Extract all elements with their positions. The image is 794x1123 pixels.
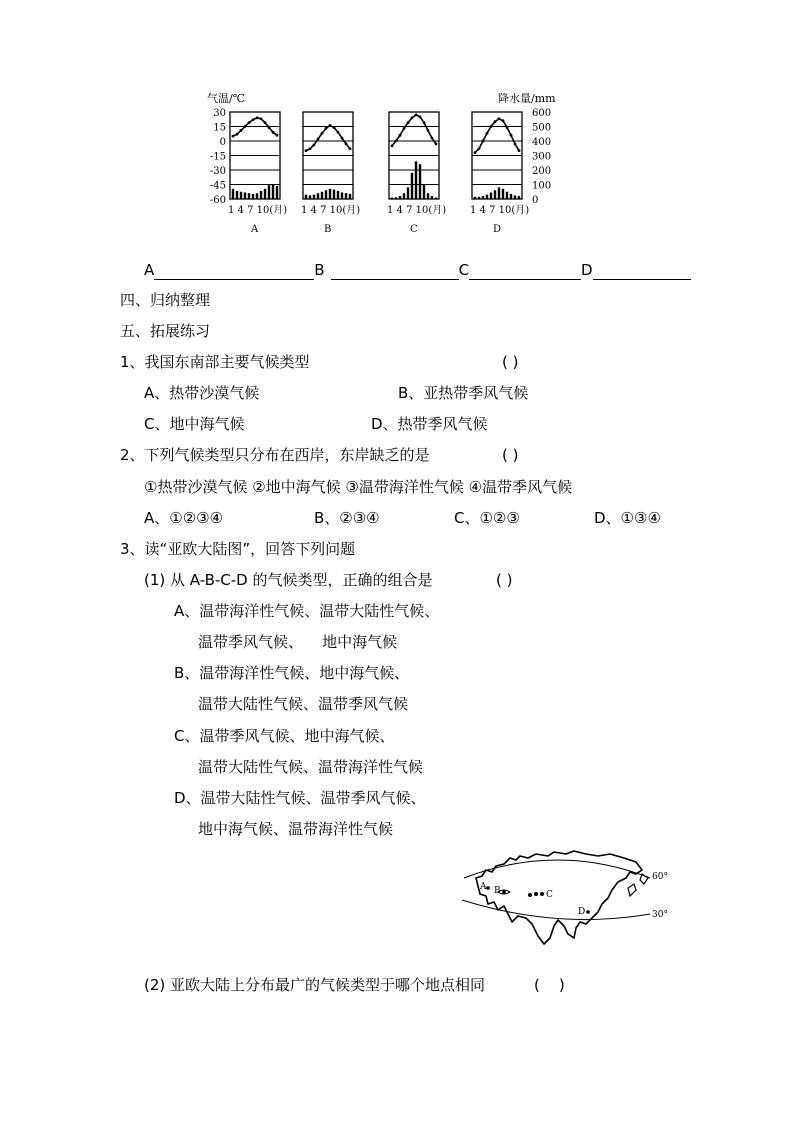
temp-tick-label: -30 [209, 166, 226, 177]
q3-option-d-line2: 地中海气候、温带海洋性气候 [198, 820, 394, 838]
point-a-dot [486, 886, 490, 890]
precip-bar [268, 185, 270, 199]
eurasia-map [458, 848, 678, 960]
temp-tick-label: -60 [209, 195, 226, 206]
precip-bar [498, 187, 500, 199]
temperature-point [333, 126, 336, 129]
map-label-a: A [480, 882, 487, 892]
chart-letter-label: A [251, 224, 259, 235]
point-b-dot [502, 890, 506, 894]
precip-bar [510, 194, 512, 199]
temperature-point [341, 137, 344, 140]
precip-bar [427, 193, 429, 199]
answer-label-d: D [581, 261, 593, 279]
precip-bar [431, 196, 433, 199]
temperature-point [399, 134, 402, 137]
answer-label-b: B [314, 261, 325, 279]
precip-bar [321, 192, 323, 199]
precip-bar [395, 197, 397, 199]
temperature-point [337, 131, 340, 134]
precip-axis-ticks [532, 108, 551, 206]
precip-bar [399, 196, 401, 199]
temperature-point [431, 137, 434, 140]
temperature-point [502, 119, 505, 122]
q1-option-a[interactable]: A、热带沙漠气候 [144, 384, 260, 402]
temperature-point [268, 126, 271, 129]
temperature-line [475, 119, 519, 153]
q3-option-b-line2: 温带大陆性气候、温带季风气候 [198, 695, 409, 713]
temperature-point [260, 117, 263, 120]
q3-sub1: (1) 从 A-B-C-D 的气候类型，正确的组合是 [144, 571, 433, 589]
temperature-point [329, 124, 332, 127]
precip-bar [244, 192, 246, 199]
japan-islands [628, 884, 636, 896]
precip-tick-label: 200 [532, 166, 552, 177]
temperature-point [482, 140, 485, 143]
latitude-60-line [464, 860, 650, 878]
precip-bar [248, 193, 250, 199]
q3-sub1-answer-paren[interactable]: ( ) [496, 571, 513, 589]
temperature-point [478, 147, 481, 150]
temp-axis-ticks [210, 108, 226, 206]
climate-chart-d [470, 112, 529, 235]
temperature-point [345, 143, 348, 146]
temperature-point [415, 114, 418, 117]
temperature-point [419, 115, 422, 118]
answer-blank-c[interactable] [469, 263, 581, 280]
temperature-point [305, 149, 308, 152]
precip-bar [240, 192, 242, 199]
chart-letter-label: B [324, 224, 332, 235]
temperature-point [514, 143, 517, 146]
temp-tick-label: 30 [213, 108, 226, 119]
temperature-point [510, 134, 513, 137]
temperature-point [325, 127, 328, 130]
chart-letter-label: D [493, 224, 502, 235]
q1-option-d[interactable]: D、热带季风气候 [371, 415, 488, 433]
continent-outline [476, 851, 642, 944]
temperature-point [407, 121, 410, 124]
chart-letter-label: C [410, 224, 418, 235]
temp-tick-label: -15 [209, 151, 226, 163]
q2-answer-paren[interactable]: ( ) [502, 446, 519, 464]
precip-bar [474, 197, 476, 199]
answer-blank-a[interactable] [154, 263, 314, 280]
temperature-point [276, 134, 279, 137]
precip-bar [264, 189, 266, 199]
precip-tick-label: 600 [532, 108, 552, 119]
precip-bar [252, 194, 254, 199]
q3-option-c-line2: 温带大陆性气候、温带海洋性气候 [198, 758, 424, 776]
q2-option-b[interactable]: B、②③④ [314, 509, 380, 527]
q1-stem: 1、我国东南部主要气候类型 [120, 353, 310, 371]
precip-bar [391, 198, 393, 199]
temperature-point [395, 140, 398, 143]
temperature-point [486, 132, 489, 135]
precip-bar [411, 173, 413, 199]
precip-bar [305, 195, 307, 199]
q3-stem: 3、读“亚欧大陆图”，回答下列问题 [120, 540, 356, 558]
point-c-dot-1 [528, 893, 532, 897]
precip-bar [435, 198, 437, 199]
q1-option-b[interactable]: B、亚热带季风气候 [398, 384, 529, 402]
precip-tick-label: 100 [532, 180, 552, 192]
latitude-30-label: 30° [652, 910, 668, 920]
q2-option-a[interactable]: A、①②③④ [144, 509, 224, 527]
precip-bar [403, 193, 405, 199]
precip-bar [256, 193, 258, 199]
point-c-dot-3 [540, 892, 544, 896]
answer-label-c: C [458, 261, 470, 279]
chart-panels [228, 112, 529, 235]
precip-bar [490, 192, 492, 199]
temperature-point [490, 125, 493, 128]
precip-bar [514, 195, 516, 199]
q1-answer-paren[interactable]: ( ) [502, 353, 519, 371]
precip-bar [419, 164, 421, 199]
temperature-point [240, 129, 243, 132]
temp-axis-label: 气温/℃ [207, 92, 246, 105]
map-label-c: C [546, 890, 553, 900]
temp-tick-label: 0 [219, 137, 226, 148]
temperature-point [321, 132, 324, 135]
precip-bar [329, 189, 331, 199]
temperature-point [403, 127, 406, 130]
precip-bar [276, 186, 278, 199]
temperature-point [256, 116, 259, 119]
precip-tick-label: 300 [532, 151, 552, 163]
q1-option-c[interactable]: C、地中海气候 [144, 415, 245, 433]
q3-option-b-line1[interactable]: B、温带海洋性气候、地中海气候、 [174, 664, 410, 682]
temperature-point [248, 121, 251, 124]
point-d-dot [586, 910, 590, 914]
q2-option-d[interactable]: D、①③④ [594, 509, 661, 527]
precip-bar [260, 191, 262, 199]
precip-bar [407, 187, 409, 199]
temperature-point [474, 151, 477, 154]
section-5-heading: 五、拓展练习 [120, 322, 211, 340]
month-tick-label: 1 4 7 10(月) [301, 205, 361, 216]
precip-bar [325, 190, 327, 199]
kamchatka-island [640, 874, 648, 884]
precip-bar [236, 191, 238, 199]
precip-bar [349, 194, 351, 199]
temperature-point [506, 126, 509, 129]
climate-chart-b [301, 112, 360, 235]
climate-charts-figure [200, 88, 560, 238]
q2-items: ①热带沙漠气候 ②地中海气候 ③温带海洋性气候 ④温带季风气候 [144, 478, 573, 496]
temperature-point [498, 117, 501, 120]
temperature-point [435, 143, 438, 146]
precip-tick-label: 0 [532, 195, 539, 206]
precip-bar [272, 185, 274, 200]
temperature-point [411, 116, 414, 119]
precip-bar [317, 193, 319, 199]
latitude-60-label: 60° [652, 872, 668, 882]
section-4-heading: 四、归纳整理 [120, 291, 211, 309]
precip-bar [309, 195, 311, 199]
precip-tick-label: 500 [532, 122, 552, 134]
q3-sub2-answer-paren[interactable]: ( ) [534, 976, 565, 994]
temperature-point [272, 131, 275, 134]
precip-tick-label: 400 [532, 137, 552, 148]
temperature-point [313, 143, 316, 146]
temperature-point [264, 121, 267, 124]
precip-bar [333, 190, 335, 199]
precip-bar [486, 195, 488, 199]
precip-bar [478, 197, 480, 199]
precip-bar [518, 196, 520, 199]
precip-bar [482, 196, 484, 199]
q2-stem: 2、下列气候类型只分布在西岸，东岸缺乏的是 [120, 446, 430, 464]
precip-bar [345, 193, 347, 199]
temperature-point [232, 135, 235, 138]
q3-sub2: (2) 亚欧大陆上分布最广的气候类型于哪个地点相同 [144, 976, 486, 994]
answer-blank-b[interactable] [331, 263, 459, 280]
q3-option-d-line1[interactable]: D、温带大陆性气候、温带季风气候、 [174, 789, 426, 807]
temperature-point [317, 138, 320, 141]
temperature-point [427, 129, 430, 132]
temperature-point [423, 121, 426, 124]
precip-bar [313, 195, 315, 199]
temperature-point [236, 133, 239, 136]
climate-chart-a [228, 112, 287, 235]
answer-label-a: A [144, 261, 155, 279]
month-tick-label: 1 4 7 10(月) [387, 205, 447, 216]
q3-option-a-line1[interactable]: A、温带海洋性气候、温带大陆性气候、 [174, 602, 440, 620]
answer-line [144, 260, 691, 280]
month-tick-label: 1 4 7 10(月) [228, 205, 288, 216]
temperature-point [349, 147, 352, 150]
point-c-dot-2 [534, 892, 538, 896]
precip-bar [341, 192, 343, 199]
temperature-point [391, 144, 394, 147]
map-label-b: B [494, 886, 501, 896]
answer-blank-d[interactable] [593, 263, 691, 280]
precip-axis-label: 降水量/mm [498, 92, 556, 105]
q3-option-c-line1[interactable]: C、温带季风气候、地中海气候、 [174, 727, 395, 745]
temperature-point [494, 120, 497, 123]
month-tick-label: 1 4 7 10(月) [470, 205, 530, 216]
temperature-point [252, 118, 255, 121]
temperature-point [309, 147, 312, 150]
q3-option-a-line2: 温带季风气候、 地中海气候 [198, 633, 398, 651]
precip-bar [494, 190, 496, 199]
temperature-line [233, 118, 277, 136]
temp-tick-label: 15 [213, 122, 226, 134]
q2-option-c[interactable]: C、①②③ [454, 509, 520, 527]
climate-chart-c [387, 112, 446, 235]
temperature-point [244, 125, 247, 128]
precip-bar [232, 189, 234, 199]
temp-tick-label: -45 [209, 180, 226, 192]
precip-bar [423, 185, 425, 200]
temperature-point [518, 149, 521, 152]
precip-bar [337, 191, 339, 199]
map-label-d: D [578, 907, 586, 917]
precip-bar [502, 189, 504, 199]
precip-bar [506, 192, 508, 199]
precip-bar [415, 161, 417, 199]
